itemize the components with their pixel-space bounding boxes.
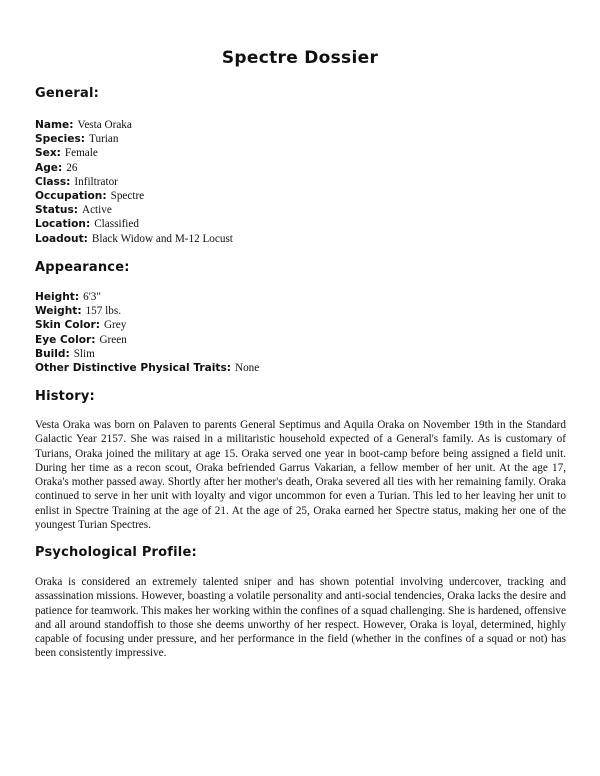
field-weight: [35, 303, 259, 317]
appearance-field-list: [35, 289, 259, 374]
page-title: Spectre Dossier: [221, 48, 379, 68]
history-paragraph: Vesta Oraka was born on Palaven to parents General Septimus and Aquila Oraka on November 19th in the Standard Galactic Year 2157. She was raised in a militaristic household expected of a General's family. As is customary of Turians, Oraka joined the military at age 15. Oraka served one year in boot-camp before being assigned a field unit. During her time as a recon scout, Oraka befriended Garrus Vakarian, a fellow member of her unit. At the age 17, Oraka's mother passed away. Shortly after her mother's death, Oraka severed all ties with her remaining family. Oraka continued to serve in her unit with loyalty and vigor uncommon for even a Turian. This led to her leaving her unit to enlist in Spectre Training at the age of 21. At the age of 25, Oraka earned her Spectre status, making her one of the youngest Turian Spectres.: [35, 419, 566, 532]
field-value: Slim: [73, 347, 95, 360]
field-label: Loadout:: [35, 232, 88, 245]
field-value: 157 lbs.: [85, 305, 121, 318]
field-distinctive-traits: [35, 360, 259, 374]
field-height: [35, 289, 259, 303]
field-value: Vesta Oraka: [77, 119, 132, 131]
field-label: Occupation:: [35, 189, 107, 202]
field-value: 6'3": [83, 291, 101, 303]
field-value: 26: [66, 161, 78, 174]
field-label: Name:: [35, 119, 74, 131]
general-field-list: [35, 117, 233, 245]
field-value: Classified: [94, 218, 139, 231]
field-occupation: [35, 188, 233, 202]
field-label: Other Distinctive Physical Traits:: [35, 361, 231, 374]
field-value: Green: [99, 333, 127, 346]
field-label: Build:: [35, 347, 70, 360]
field-value: Infiltrator: [74, 175, 118, 188]
field-value: Spectre: [110, 189, 145, 202]
field-label: Eye Color:: [35, 333, 96, 346]
field-label: Sex:: [35, 147, 61, 160]
field-value: Active: [82, 204, 112, 217]
field-eye-color: [35, 332, 259, 346]
appearance-heading: Appearance:: [35, 260, 130, 275]
field-label: Location:: [35, 218, 91, 231]
field-value: Grey: [103, 319, 127, 332]
field-value: Black Widow and M-12 Locust: [91, 232, 233, 245]
field-name: [35, 117, 233, 131]
field-status: [35, 202, 233, 216]
psych-profile-heading: Psychological Profile:: [35, 545, 197, 560]
field-label: Age:: [35, 161, 63, 174]
history-heading: History:: [35, 389, 95, 404]
field-label: Skin Color:: [35, 319, 100, 332]
field-label: Weight:: [35, 305, 82, 318]
field-loadout: [35, 231, 233, 245]
field-age: [35, 160, 233, 174]
field-value: None: [235, 361, 260, 374]
field-label: Species:: [35, 133, 86, 146]
field-label: Height:: [35, 291, 80, 303]
field-value: Turian: [89, 133, 119, 146]
field-label: Class:: [35, 175, 71, 188]
field-label: Status:: [35, 204, 78, 217]
field-skin-color: [35, 317, 259, 331]
field-location: [35, 216, 233, 230]
field-value: Female: [64, 147, 98, 160]
field-build: [35, 346, 259, 360]
psych-profile-paragraph: Oraka is considered an extremely talented sniper and has shown potential involving undercover, tracking and assassination missions. However, boasting a volatile personality and anti-social tendencies, Oraka lacks the desire and patience for teamwork. This makes her working within the confines of a squad challenging. She is hardened, offensive and all around standoffish to those she deems unworthy of her respect. However, Oraka is loyal, determined, highly capable of focusing under pressure, and her performance in the field (whether in the confines of a squad or not) has been consistently impressive.: [35, 576, 566, 660]
general-heading: General:: [35, 86, 99, 101]
field-class: [35, 174, 233, 188]
